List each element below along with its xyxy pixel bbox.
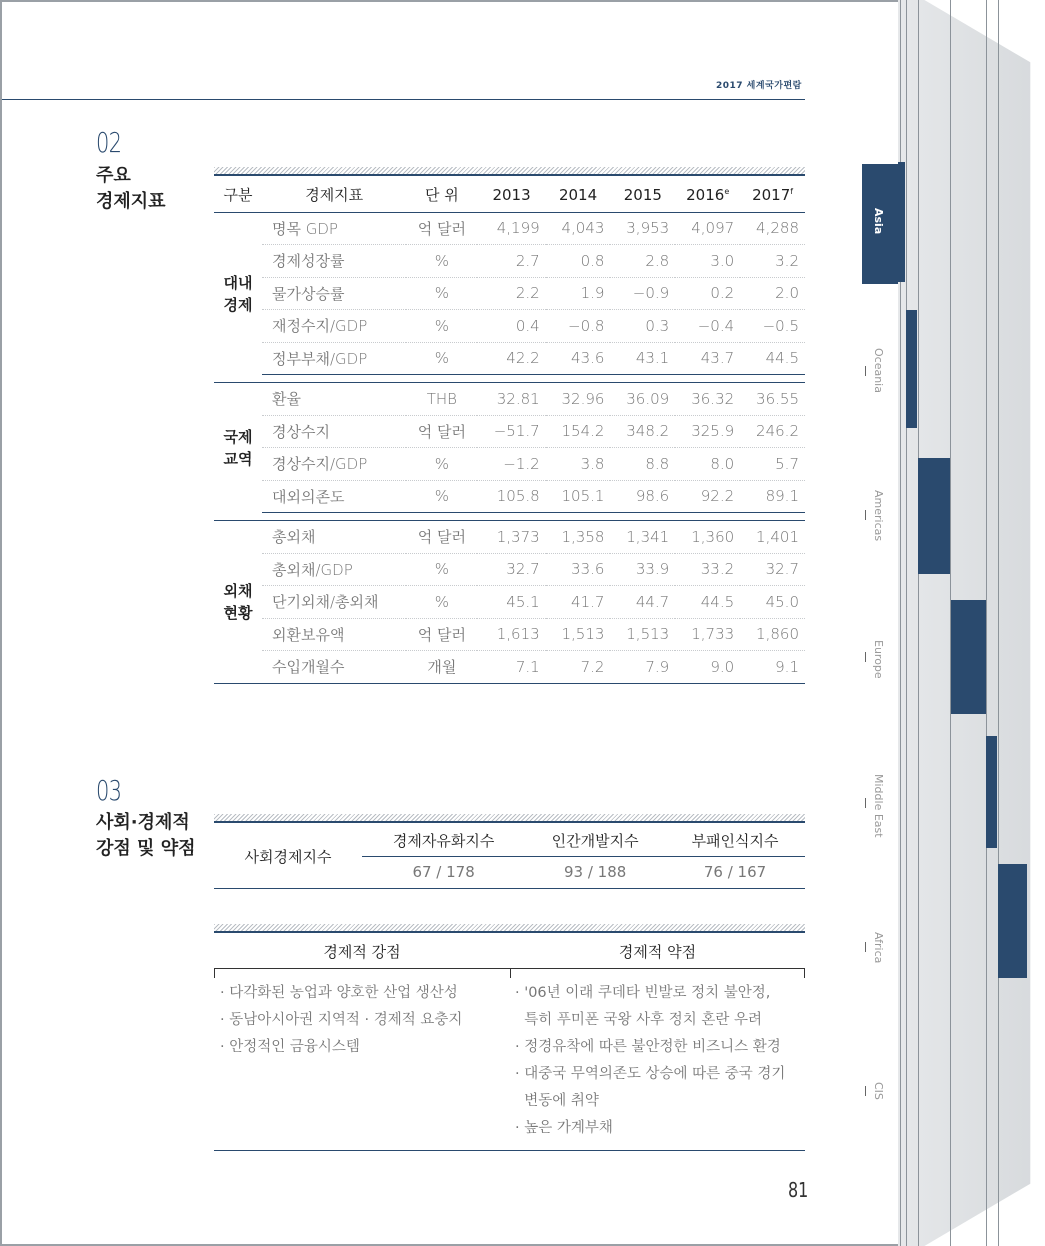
- indicator-value: 42.2: [477, 342, 545, 375]
- indicator-value: 32.96: [546, 383, 611, 416]
- list-item: · 정경유착에 따른 불안정한 비즈니스 환경: [515, 1039, 781, 1055]
- indicator-value: −0.4: [675, 310, 740, 343]
- table-row: [214, 651, 805, 684]
- row-header-socioeconomic: 사회경제지수: [214, 825, 362, 888]
- table-row: [214, 553, 805, 586]
- table-row: [214, 277, 805, 310]
- tab-tick: [865, 942, 866, 952]
- indicator-value: 33.2: [675, 553, 740, 586]
- indicator-value: 8.8: [610, 448, 675, 481]
- col-header-unit: 단 위: [406, 178, 477, 212]
- indicator-value: 1,613: [477, 618, 545, 651]
- indicator-value: 2.8: [610, 245, 675, 278]
- indicator-name: 경상수지: [262, 415, 406, 448]
- forecast-mark: f: [790, 186, 794, 196]
- indicator-value: 1,733: [675, 618, 740, 651]
- edge-tab-americas: [918, 458, 950, 574]
- indicator-value: 2.2: [477, 277, 545, 310]
- group-label: 외채 현황: [214, 521, 262, 684]
- socioeconomic-index-table: [214, 825, 805, 889]
- indicator-value: 1,373: [477, 521, 545, 554]
- edge-tab-asia: [898, 162, 905, 282]
- indicator-unit: 억 달러: [406, 521, 477, 554]
- tab-tick: [865, 366, 866, 376]
- indicator-value: 89.1: [740, 480, 805, 513]
- indicator-value: 33.6: [546, 553, 611, 586]
- table-header-row: [214, 178, 805, 212]
- region-tab-middle-east[interactable]: Middle East: [862, 772, 900, 842]
- indicator-value: 9.0: [675, 651, 740, 684]
- col-header-year: 2013: [477, 178, 545, 212]
- indicator-name: 재정수지/GDP: [262, 310, 406, 343]
- indicator-name: 경제성장률: [262, 245, 406, 278]
- indicators-body: [214, 212, 805, 683]
- indicator-value: 43.1: [610, 342, 675, 375]
- list-item: · 대중국 무역의존도 상승에 따른 중국 경기: [515, 1066, 786, 1082]
- indicator-unit: %: [406, 480, 477, 513]
- indicator-name: 총외채: [262, 521, 406, 554]
- sw-table-hatch: [214, 924, 805, 933]
- estimate-mark: e: [724, 186, 730, 196]
- table-row: [214, 383, 805, 416]
- indicator-name: 수입개월수: [262, 651, 406, 684]
- group-label: 국제 교역: [223, 427, 253, 468]
- running-head: 2017 세계국가편람: [716, 81, 802, 91]
- indicator-unit: %: [406, 448, 477, 481]
- indicator-value: −1.2: [477, 448, 545, 481]
- page-leaf: [906, 0, 907, 1246]
- table-row: [214, 618, 805, 651]
- weaknesses-list: [515, 980, 805, 1142]
- indicator-value: 44.5: [675, 586, 740, 619]
- indicator-value: 36.32: [675, 383, 740, 416]
- indicator-value: 44.5: [740, 342, 805, 375]
- indicator-name: 정부부채/GDP: [262, 342, 406, 375]
- indicator-value: 154.2: [546, 415, 611, 448]
- indicator-value: 36.55: [740, 383, 805, 416]
- economic-indicators-table: [214, 178, 805, 684]
- list-item: · '06년 이래 쿠데타 빈발로 정치 불안정,: [515, 985, 771, 1001]
- indicator-name: 물가상승률: [262, 277, 406, 310]
- page-leaf: [998, 0, 999, 1246]
- col-header-year: 2014: [546, 178, 611, 212]
- indicator-value: 3.8: [546, 448, 611, 481]
- indicator-value: 44.7: [610, 586, 675, 619]
- group-label: 대내 경제: [223, 273, 253, 314]
- tab-tick: [865, 1086, 866, 1096]
- header-rule: [2, 99, 805, 100]
- indicator-value: 246.2: [740, 415, 805, 448]
- indicator-value: 92.2: [675, 480, 740, 513]
- indicator-value: 36.09: [610, 383, 675, 416]
- indicator-value: 1,358: [546, 521, 611, 554]
- indicator-unit: 억 달러: [406, 618, 477, 651]
- page-leaf: [986, 0, 987, 1246]
- strengths-header: 경제적 강점: [323, 943, 401, 961]
- indicator-name: 외환보유액: [262, 618, 406, 651]
- indicator-value: 0.8: [546, 245, 611, 278]
- region-tab-asia[interactable]: Asia: [862, 164, 900, 284]
- indicator-value: 1,401: [740, 521, 805, 554]
- section-title-strengths-weaknesses: [96, 810, 195, 862]
- indicator-name: 경상수지/GDP: [262, 448, 406, 481]
- indicator-value: −0.8: [546, 310, 611, 343]
- table-row: [214, 342, 805, 375]
- indicator-unit: %: [406, 586, 477, 619]
- indicator-unit: 억 달러: [406, 415, 477, 448]
- indicator-value: 33.9: [610, 553, 675, 586]
- indicator-value: −0.9: [610, 277, 675, 310]
- region-tab-europe[interactable]: Europe: [862, 638, 900, 688]
- indicator-value: 4,199: [477, 212, 545, 245]
- edge-tab-oceania: [906, 310, 917, 428]
- group-separator: [214, 375, 805, 383]
- list-item: 변동에 취약: [515, 1093, 599, 1109]
- indicator-value: 32.7: [740, 553, 805, 586]
- indicator-unit: %: [406, 277, 477, 310]
- indicator-value: 3,953: [610, 212, 675, 245]
- table-row: [214, 521, 805, 554]
- indicator-value: 32.81: [477, 383, 545, 416]
- indicator-unit: 억 달러: [406, 212, 477, 245]
- table-row: [214, 480, 805, 513]
- indicator-value: 0.4: [477, 310, 545, 343]
- edge-tab-europe: [951, 600, 986, 714]
- col-header-year: 2017$^f$: [740, 178, 805, 212]
- indicator-value: 1,860: [740, 618, 805, 651]
- section-title-line: 경제지표: [96, 191, 166, 212]
- indicator-value: 0.2: [675, 277, 740, 310]
- indicator-unit: %: [406, 245, 477, 278]
- col-header-indicator: 경제지표: [262, 178, 406, 212]
- list-item: · 높은 가계부채: [515, 1120, 613, 1136]
- indicator-value: 98.6: [610, 480, 675, 513]
- indicator-value: 43.7: [675, 342, 740, 375]
- indicator-name: 명목 GDP: [262, 212, 406, 245]
- list-item: · 동남아시아권 지역적 · 경제적 요충지: [220, 1012, 463, 1028]
- list-item: · 안정적인 금융시스템: [220, 1039, 360, 1055]
- indicator-name: 단기외채/총외채: [262, 586, 406, 619]
- indicator-value: 7.1: [477, 651, 545, 684]
- strengths-list: [220, 980, 506, 1061]
- indicator-unit: 개월: [406, 651, 477, 684]
- social-table-hatch: [214, 814, 805, 823]
- table-row: [214, 415, 805, 448]
- col-header-corruption-perception: 부패인식지수: [665, 825, 805, 856]
- indicator-value: 1,513: [546, 618, 611, 651]
- col-header-year: 2015: [610, 178, 675, 212]
- indicator-value: 45.1: [477, 586, 545, 619]
- sw-bottom-rule: [214, 1150, 805, 1151]
- list-item: 특히 푸미폰 국왕 사후 정치 혼란 우려: [515, 1012, 762, 1028]
- indicator-value: 9.1: [740, 651, 805, 684]
- indicator-value: 4,097: [675, 212, 740, 245]
- indicator-value: 1,360: [675, 521, 740, 554]
- indicator-value: 7.2: [546, 651, 611, 684]
- indicator-value: 1,341: [610, 521, 675, 554]
- indicator-unit: %: [406, 310, 477, 343]
- table-row: [214, 586, 805, 619]
- indicator-value: 105.1: [546, 480, 611, 513]
- indicator-value: 1,513: [610, 618, 675, 651]
- indicator-value: 325.9: [675, 415, 740, 448]
- indicator-unit: THB: [406, 383, 477, 416]
- col-header-year: 2016e: [675, 178, 740, 212]
- table-row: [214, 448, 805, 481]
- section-number-02: 02: [96, 126, 122, 159]
- indicator-value: 1.9: [546, 277, 611, 310]
- table-row: [214, 245, 805, 278]
- table-row: [214, 212, 805, 245]
- indicator-value: 4,288: [740, 212, 805, 245]
- indicator-unit: %: [406, 342, 477, 375]
- edge-tab-africa: [998, 864, 1027, 978]
- book-page-edges: [898, 0, 1045, 1246]
- value-human-development: 93 / 188: [525, 856, 665, 888]
- sw-bracket-divider: [510, 968, 511, 978]
- indicator-value: 2.7: [477, 245, 545, 278]
- table-row: [214, 310, 805, 343]
- region-tab-africa[interactable]: Africa: [862, 930, 900, 970]
- page-number: 81: [788, 1178, 809, 1202]
- indicator-name: 대외의존도: [262, 480, 406, 513]
- tab-tick: [865, 798, 866, 808]
- section-title-economic-indicators: [96, 163, 166, 215]
- edge-tab-middle-east: [986, 736, 997, 848]
- list-item: · 다각화된 농업과 양호한 산업 생산성: [220, 985, 458, 1001]
- indicator-value: 32.7: [477, 553, 545, 586]
- region-tab-oceania[interactable]: Oceania: [862, 342, 900, 402]
- region-thumb-tabs: [862, 2, 900, 1246]
- value-economic-freedom: 67 / 178: [362, 856, 525, 888]
- weaknesses-header: 경제적 약점: [618, 943, 697, 961]
- col-header-group: 구분: [214, 178, 262, 212]
- indicator-name: 환율: [262, 383, 406, 416]
- indicator-value: 5.7: [740, 448, 805, 481]
- page-leaf: [918, 0, 919, 1246]
- indicator-name: 총외채/GDP: [262, 553, 406, 586]
- indicator-unit: %: [406, 553, 477, 586]
- section-number-03: 03: [96, 774, 122, 807]
- section-title-line: 사회·경제적: [96, 812, 190, 833]
- indicator-value: 41.7: [546, 586, 611, 619]
- region-tab-cis[interactable]: CIS: [862, 1080, 900, 1110]
- indicator-value: −51.7: [477, 415, 545, 448]
- table-header-row: [214, 825, 805, 856]
- tab-tick: [865, 510, 866, 520]
- indicator-value: 348.2: [610, 415, 675, 448]
- indicator-value: 3.2: [740, 245, 805, 278]
- indicator-value: −0.5: [740, 310, 805, 343]
- indicator-value: 7.9: [610, 651, 675, 684]
- section-title-line: 주요: [96, 165, 131, 186]
- indicator-value: 8.0: [675, 448, 740, 481]
- col-header-economic-freedom: 경제자유화지수: [362, 825, 525, 856]
- indicator-value: 2.0: [740, 277, 805, 310]
- value-corruption-perception: 76 / 167: [665, 856, 805, 888]
- indicator-value: 45.0: [740, 586, 805, 619]
- indicator-value: 105.8: [477, 480, 545, 513]
- indicator-value: 43.6: [546, 342, 611, 375]
- indicator-value: 3.0: [675, 245, 740, 278]
- section-title-line: 강점 및 약점: [96, 838, 196, 859]
- indicator-value: 4,043: [546, 212, 611, 245]
- col-header-human-development: 인간개발지수: [525, 825, 665, 856]
- indicator-value: 0.3: [610, 310, 675, 343]
- tab-tick: [865, 652, 866, 662]
- table-hatch-top: [214, 167, 805, 176]
- group-separator: [214, 513, 805, 521]
- region-tab-americas[interactable]: Americas: [862, 488, 900, 548]
